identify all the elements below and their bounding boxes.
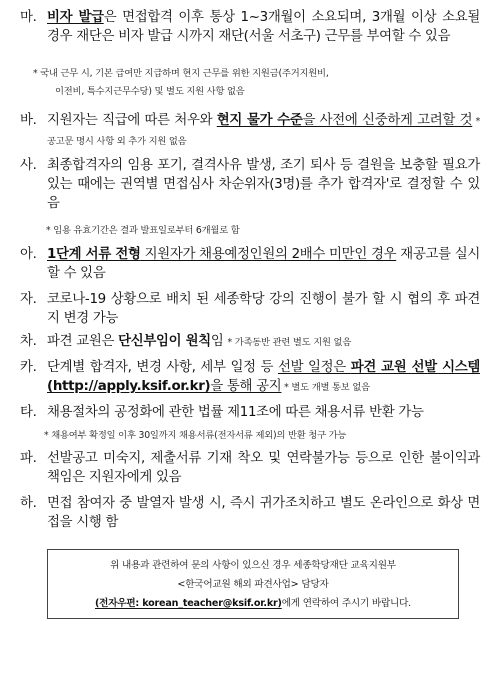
emphasis-text: 비자 발급	[47, 10, 104, 25]
emphasis-text: 단신부임이 원칙	[118, 334, 211, 349]
body-text: 단계별 합격자, 변경 사항, 세부 일정 등	[47, 360, 278, 375]
item-marker: 사.	[20, 158, 37, 173]
body-text: 최종합격자의 임용 포기, 결격사유 발생, 조기 퇴사 등 결원을 보충할 필요가 있는 때에는 권역별 면접심사 차순위자(3명)를 추가 합격자'로 결정할 수 있음	[47, 158, 480, 211]
item-ma	[20, 8, 480, 46]
contact-line-2: <한국어교원 해외 파견사업> 담당자	[177, 579, 329, 590]
body-text: 은 면접합격 이후 통상 1~3개월이 소요되며, 3개월 이상 소요될 경우 재단은 비자 발급 시까지 재단(서울 서초구) 근무를 부여할 수 있음	[47, 10, 480, 44]
note-ma-line2: 이전비, 특수지근무수당) 및 별도 지원 사항 없음	[55, 86, 245, 97]
item-marker: 파.	[20, 451, 37, 466]
note-ma-line1: * 국내 근무 시, 기본 급여만 지급하며 현지 근무를 위한 지원금(주거지원비,	[33, 68, 329, 79]
item-body	[47, 449, 480, 487]
item-marker: 하.	[20, 496, 37, 511]
body-text: 재공고를 실시 할 수 있음	[47, 247, 481, 281]
emphasis-text: 1단계 서류 전형	[47, 247, 141, 262]
item-ha	[20, 494, 480, 532]
item-body	[47, 332, 480, 352]
item-ba	[20, 111, 480, 151]
item-body	[47, 111, 480, 151]
item-body	[47, 494, 480, 532]
inline-note: * 공고문 명시 사항 외 추가 지원 없음	[47, 116, 481, 147]
item-ja	[20, 290, 480, 328]
item-body	[47, 8, 480, 46]
item-marker: 아.	[20, 247, 37, 262]
contact-line-3	[48, 594, 458, 613]
item-ka	[20, 358, 480, 397]
body-text: 파견 교원은	[47, 334, 119, 349]
body-text: 임	[210, 334, 228, 349]
contact-line-1: 위 내용과 관련하여 문의 사항이 있으신 경우 세종학당재단 교육지원부	[110, 560, 396, 571]
item-sa	[20, 156, 480, 213]
body-text: 을 사전에 신중하게 고려할 것	[302, 113, 473, 128]
note-sa: * 임용 유효기간은 결과 발표일로부터 6개월로 함	[46, 225, 240, 236]
body-text: 선발 일정은	[277, 360, 351, 375]
body-text: 채용절차의 공정화에 관한 법률 제11조에 따른 채용서류 반환 가능	[47, 405, 424, 420]
body-text: 지원자는 직급에 따른 처우와	[47, 113, 217, 128]
item-a	[20, 245, 480, 283]
item-body	[47, 245, 480, 283]
body-text: 면접 참여자 중 발열자 발생 시, 즉시 귀가조치하고 별도 온라인으로 화상 면접을 시행 함	[47, 496, 480, 530]
item-body	[47, 156, 480, 213]
body-text: 을 통해 공지	[210, 379, 282, 394]
item-marker: 바.	[20, 113, 37, 128]
note-ta: * 채용여부 확정일 이후 30일까지 채용서류(전자서류 제외)의 반환 청구 가능	[44, 430, 347, 441]
body-text: 선발공고 미숙지, 제출서류 기재 착오 및 연락불가능 등으로 인한 불이익과 책임은 지원자에게 있음	[47, 451, 480, 485]
item-marker: 카.	[20, 360, 37, 375]
inline-note: * 별도 개별 통보 없음	[281, 382, 370, 393]
item-marker: 자.	[20, 292, 37, 307]
emphasis-text: 파견 교원 선발 시스템(http://apply.ksif.or.kr)	[47, 360, 480, 394]
item-body	[47, 358, 480, 397]
item-marker: 차.	[20, 334, 37, 349]
item-pa	[20, 449, 480, 487]
item-ta	[20, 403, 480, 422]
item-marker: 마.	[20, 10, 37, 25]
inline-note: * 가족동반 관련 별도 지원 없음	[227, 337, 352, 348]
emphasis-text: 현지 물가 수준	[216, 113, 303, 128]
body-text: 코로나-19 상황으로 배치 된 세종학당 강의 진행이 불가 할 시 협의 후 파견지 변경 가능	[47, 292, 480, 326]
contact-box	[47, 549, 459, 619]
body-text: 지원자가 채용예정인원의 2배수 미만인 경우	[140, 247, 397, 262]
item-cha	[20, 332, 480, 352]
item-body	[47, 290, 480, 328]
contact-email: (전자우편: korean_teacher@ksif.or.kr)	[94, 598, 282, 609]
item-body	[47, 403, 480, 422]
item-marker: 타.	[20, 405, 37, 420]
contact-request: 에게 연락하여 주시기 바랍니다.	[281, 598, 412, 609]
